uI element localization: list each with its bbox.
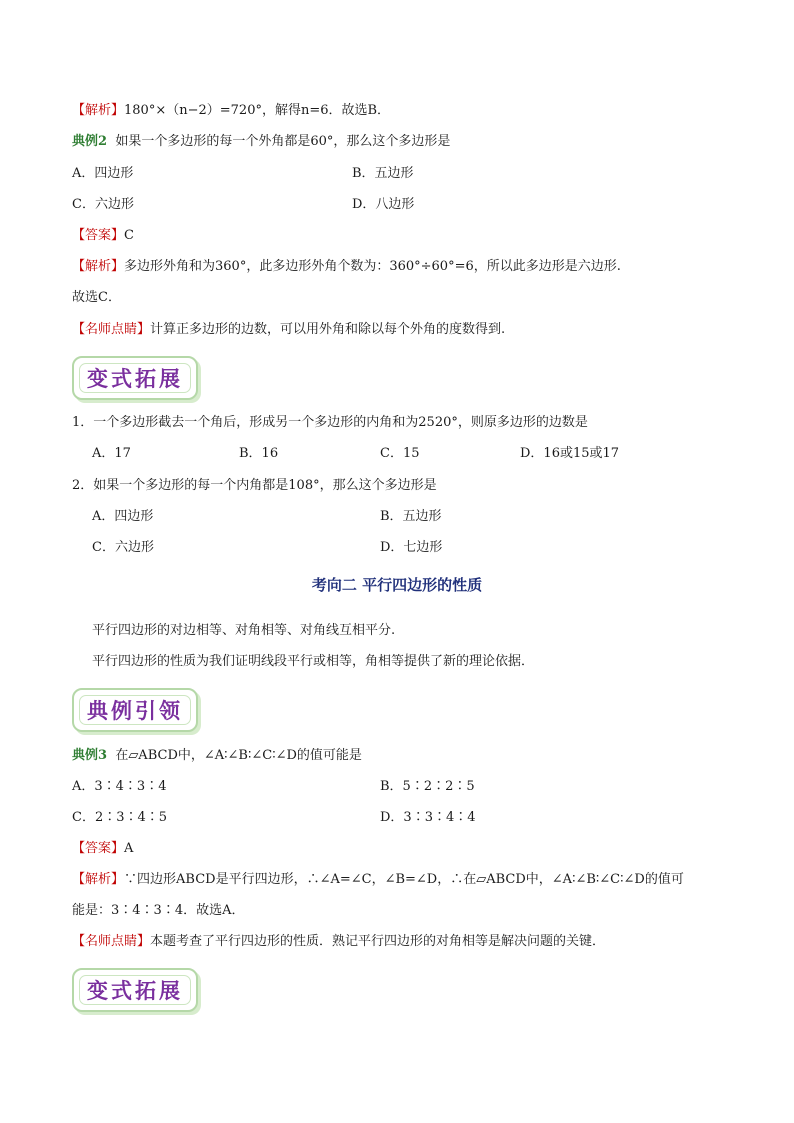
example3-label: 典例3 [72, 748, 108, 763]
tips-label: 【名师点睛】 [72, 934, 151, 949]
answer-label: 【答案】 [72, 841, 125, 856]
example3-tips-line [72, 933, 605, 951]
example2-solution-text: 多边形外角和为360°，此多边形外角个数为：360°÷60°=6，所以此多边形是六边形. [124, 259, 621, 274]
example3-tips-text: 本题考查了平行四边形的性质．熟记平行四边形的对角相等是解决问题的关键． [150, 934, 606, 949]
example3-solution-line-2: 能是：3∶4∶3∶4．故选A． [72, 903, 245, 918]
example3-solution-text: ∵四边形ABCD是平行四边形，∴∠A=∠C，∠B=∠D，∴在▱ABCD中，∠A∶∠B∶∠C∶∠D的值可 [124, 872, 684, 887]
variant-q2-option-c: C．六边形 [92, 540, 154, 555]
example3-option-b: B．5∶2∶2∶5 [380, 779, 475, 794]
example2-solution-line-2: 故选C． [72, 290, 121, 305]
variant-q1-option-d: D．16或15或17 [520, 446, 620, 461]
example2-option-c: C．六边形 [72, 197, 134, 212]
example3-solution-line [72, 871, 684, 889]
variant-banner-2 [72, 968, 198, 1012]
section-paragraph-2: 平行四边形的性质为我们证明线段平行或相等，角相等提供了新的理论依据． [92, 654, 535, 669]
variant-q2-option-a: A．四边形 [92, 509, 154, 524]
example3-option-d: D．3∶3∶4∶4 [380, 810, 476, 825]
example2-answer: C [124, 228, 134, 243]
variant-q1-option-a: A．17 [92, 446, 131, 461]
variant-banner-text: 变式拓展 [87, 366, 183, 391]
example2-option-a: A．四边形 [72, 166, 134, 181]
example2-label: 典例2 [72, 134, 108, 149]
example-banner [72, 688, 198, 732]
example2-option-d: D．八边形 [352, 197, 415, 212]
example3-question-text: 在▱ABCD中，∠A∶∠B∶∠C∶∠D的值可能是 [115, 748, 362, 763]
variant-question-2: 2．如果一个多边形的每一个内角都是108°，那么这个多边形是 [72, 478, 437, 493]
variant-banner-2-text: 变式拓展 [87, 978, 183, 1003]
solution-label: 【解析】 [72, 103, 125, 118]
solution-line-1 [72, 102, 390, 120]
example3-answer: A [124, 841, 134, 856]
variant-banner [72, 356, 198, 400]
example2-tips-text: 计算正多边形的边数，可以用外角和除以每个外角的度数得到. [150, 322, 506, 337]
tips-label: 【名师点睛】 [72, 322, 151, 337]
solution-label: 【解析】 [72, 259, 125, 274]
solution-text: 180°×（n−2）=720°，解得n=6．故选B． [124, 103, 391, 118]
example-banner-text: 典例引领 [87, 698, 183, 723]
example2-solution-line [72, 258, 621, 276]
example2-option-b: B．五边形 [352, 166, 414, 181]
example3-answer-line [72, 840, 133, 858]
section-paragraph-1: 平行四边形的对边相等、对角相等、对角线互相平分. [92, 623, 396, 638]
example3-option-a: A．3∶4∶3∶4 [72, 779, 167, 794]
section-title: 考向二 平行四边形的性质 [311, 576, 483, 594]
example2-answer-line [72, 227, 134, 245]
example2-question-text: 如果一个多边形的每一个外角都是60°，那么这个多边形是 [115, 134, 451, 149]
solution-label: 【解析】 [72, 872, 125, 887]
variant-question-1: 1．一个多边形截去一个角后，形成另一个多边形的内角和为2520°，则原多边形的边数是 [72, 415, 588, 430]
variant-q2-option-b: B．五边形 [380, 509, 442, 524]
example3-option-c: C．2∶3∶4∶5 [72, 810, 168, 825]
answer-label: 【答案】 [72, 228, 125, 243]
example3-question [72, 747, 362, 765]
example2-tips-line [72, 321, 505, 339]
variant-q1-option-c: C．15 [380, 446, 420, 461]
variant-q2-option-d: D．七边形 [380, 540, 443, 555]
variant-q1-option-b: B．16 [239, 446, 279, 461]
example2-question [72, 133, 450, 151]
